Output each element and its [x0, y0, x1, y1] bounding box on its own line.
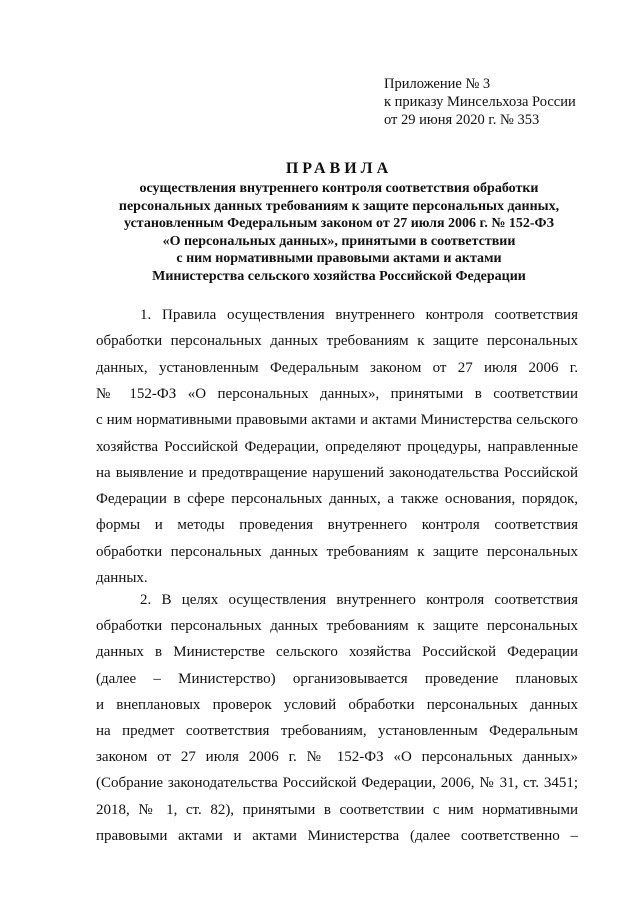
paragraph-line: № 152-ФЗ «О персональных данных», принятыми в соответствии [96, 385, 578, 402]
paragraph-line: на предмет соответствия требованиям, установленным Федеральным [96, 723, 578, 739]
paragraph-line: данных, установленным Федеральным законом от 27 июля 2006 г. [96, 359, 578, 376]
appendix-order-date: от 29 июня 2020 г. № 353 [384, 112, 540, 128]
document-subtitle-line: с ним нормативными правовыми актами и актами [176, 251, 502, 266]
paragraph-line: обработки персональных данных требованиям к защите персональных [96, 618, 578, 635]
paragraph-line: и внеплановых проверок условий обработки персональных данных [96, 696, 578, 713]
paragraph-line: обработки персональных данных требованиям к защите персональных [96, 543, 578, 560]
document-subtitle-line: «О персональных данных», принятыми в соответствии [162, 233, 516, 249]
paragraph-line: законом от 27 июля 2006 г. № 152-ФЗ «О персональных данных» [96, 749, 578, 766]
paragraph-line: обработки персональных данных требованиям к защите персональных [96, 333, 578, 350]
paragraph-line: (Собрание законодательства Российской Федерации, 2006, № 31, ст. 3451; [96, 775, 578, 792]
document-title-block [96, 158, 582, 285]
paragraph-line: хозяйства Российской Федерации, определяют процедуры, направленные [96, 438, 578, 455]
document-subtitle-line: персональных данных требованиям к защите персональных данных, [118, 198, 560, 214]
paragraph-line: (далее – Министерство) организовывается проведение плановых [96, 670, 578, 687]
paragraph-line: данных. [96, 570, 148, 586]
paragraph-line: с ним нормативными правовыми актами и актами Министерства сельского [96, 412, 578, 429]
appendix-number: Приложение № 3 [384, 76, 491, 92]
document-subtitle-line: установленным Федеральным законом от 27 июля 2006 г. № 152-ФЗ [124, 216, 554, 231]
appendix-header [384, 75, 576, 129]
document-subtitle-line: Министерства сельского хозяйства Российской Федерации [152, 268, 526, 284]
appendix-order-reference: к приказу Минсельхоза России [384, 94, 576, 110]
paragraph-line: 2018, № 1, ст. 82), принятыми в соответствии с ним нормативными [96, 801, 578, 818]
paragraph-line: формы и методы проведения внутреннего контроля соответствия [96, 517, 578, 534]
document-subtitle-line: осуществления внутреннего контроля соответствия обработки [139, 181, 539, 196]
paragraph-line: 1. Правила осуществления внутреннего контроля соответствия [140, 307, 578, 323]
paragraph-line: правовыми актами и актами Министерства (далее соответственно – [96, 827, 578, 844]
document-title: ПРАВИЛА [285, 160, 393, 177]
paragraph-line: данных в Министерстве сельского хозяйства Российской Федерации [96, 644, 578, 661]
paragraph-line: на выявление и предотвращение нарушений законодательства Российской [96, 464, 578, 481]
paragraph-line: 2. В целях осуществления внутреннего контроля соответствия [140, 592, 578, 608]
paragraph-line: Федерации в сфере персональных данных, а также основания, порядок, [96, 491, 578, 508]
